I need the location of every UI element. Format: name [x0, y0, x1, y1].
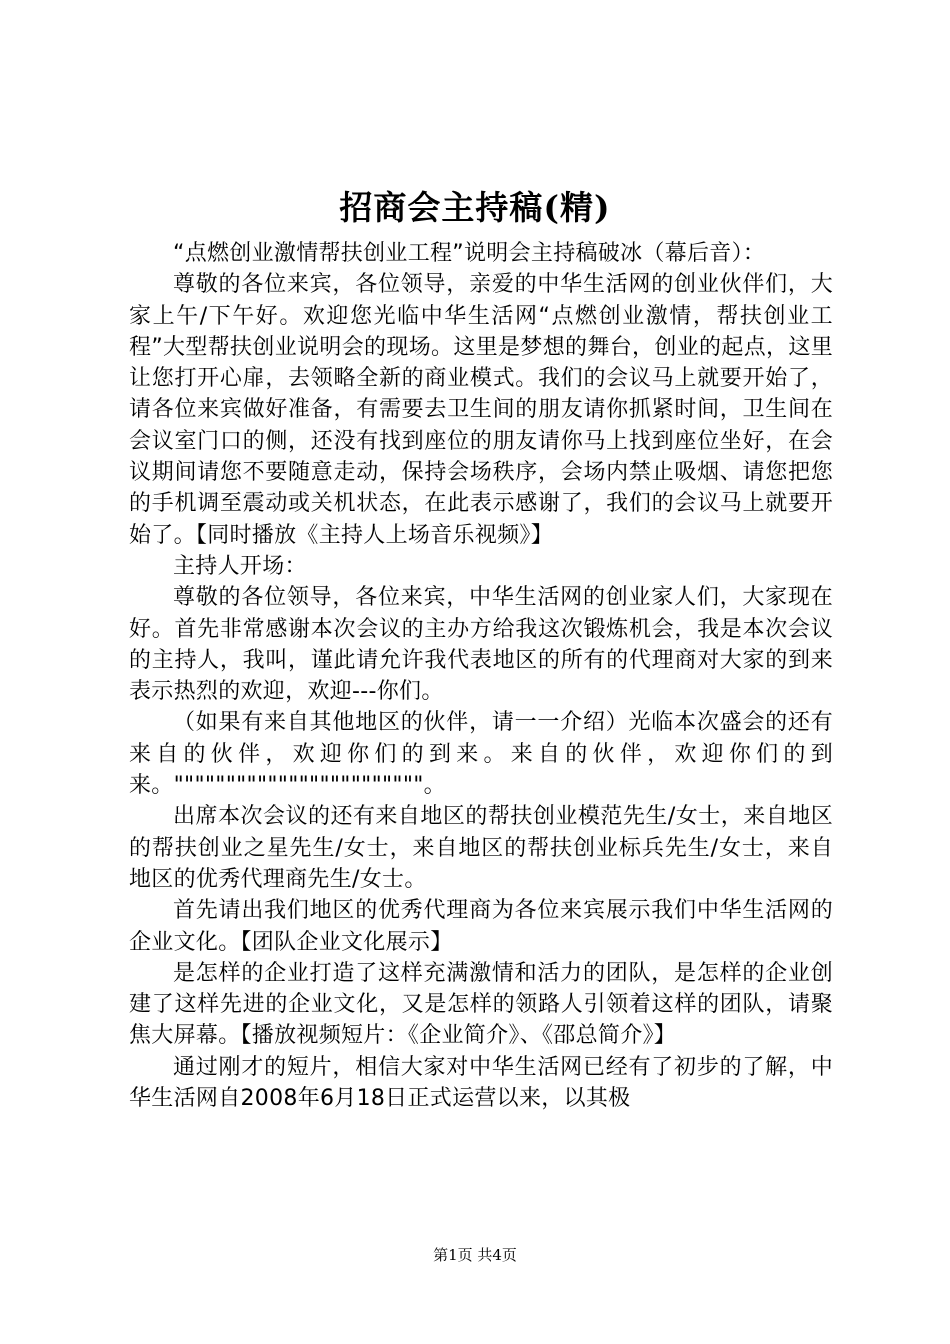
paragraph-company: 通过刚才的短片，相信大家对中华生活网已经有了初步的了解，中华生活网自2008年6月18日正式运营以来，以其极 [129, 1054, 833, 1112]
paragraph-welcome: 尊敬的各位来宾，各位领导，亲爱的中华生活网的创业伙伴们，大家上午/下午好。欢迎您光临中华生活网“点燃创业激情，帮扶创业工程”大型帮扶创业说明会的现场。这里是梦想的舞台，创业的起点，这里让您打开心扉，去领略全新的商业模式。我们的会议马上就要开始了，请各位来宾做好准备，有需要去卫生间的朋友请你抓紧时间，卫生间在会议室门口的侧，还没有找到座位的朋友请你马上找到座位坐好，在会议期间请您不要随意走动，保持会场秩序，会场内禁止吸烟、请您把您的手机调至震动或关机状态，在此表示感谢了，我们的会议马上就要开始了。【同时播放《主持人上场音乐视频》】 [129, 272, 833, 548]
paragraph-host-opening: 尊敬的各位领导，各位来宾，中华生活网的创业家人们，大家现在好。首先非常感谢本次会议的主办方给我这次锻炼机会，我是本次会议的主持人，我叫，谨此请允许我代表地区的所有的代理商对大家的到来表示热烈的欢迎，欢迎---你们。 [129, 585, 833, 705]
paragraph-guests: （如果有来自其他地区的伙伴，请一一介绍）光临本次盛会的还有来自的伙伴，欢迎你们的到来。来自的伙伴，欢迎你们的到来。""""""""""""""""""""""""。 [129, 710, 833, 799]
document-title: 招商会主持稿(精) [339, 188, 611, 227]
page-footer: 第1页 共4页 [433, 1246, 517, 1264]
paragraph-attendees: 出席本次会议的还有来自地区的帮扶创业模范先生/女士，来自地区的帮扶创业之星先生/女士，来自地区的帮扶创业标兵先生/女士，来自地区的优秀代理商先生/女士。 [129, 804, 833, 892]
paragraph-intro: “点燃创业激情帮扶创业工程”说明会主持稿破冰（幕后音）： [173, 241, 766, 266]
paragraph-culture: 首先请出我们地区的优秀代理商为各位来宾展示我们中华生活网的企业文化。【团队企业文化展示】 [129, 898, 833, 955]
document-body [129, 238, 833, 1114]
paragraph-host-opening-label: 主持人开场： [173, 553, 307, 579]
paragraph-video: 是怎样的企业打造了这样充满激情和活力的团队，是怎样的企业创建了这样先进的企业文化，又是怎样的领路人引领着这样的团队，请聚焦大屏幕。【播放视频短片：《企业简介》、《邵总简介》】 [129, 960, 833, 1049]
